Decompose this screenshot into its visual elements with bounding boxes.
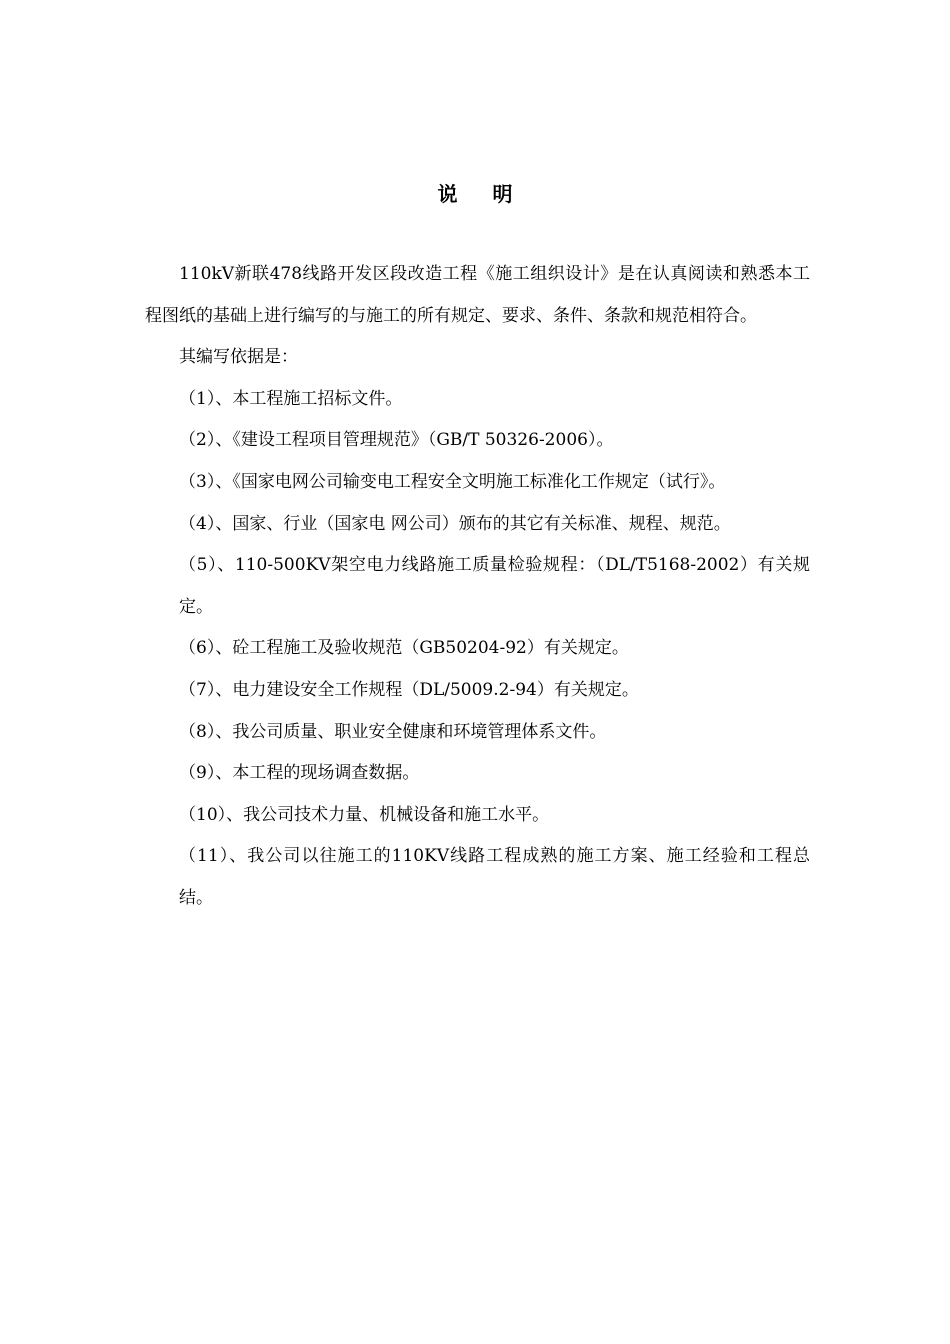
basis-item-3: （3）、《国家电网公司输变电工程安全文明施工标准化工作规定（试行》。 [179, 471, 726, 492]
basis-item-1: （1）、本工程施工招标文件。 [179, 388, 403, 409]
basis-heading: 其编写依据是： [179, 347, 298, 368]
basis-item-6: （6）、砼工程施工及验收规范（GB50204-92）有关规定。 [179, 638, 629, 659]
basis-item-2: （2）、《建设工程项目管理规范》（GB/T 50326-2006）。 [179, 430, 614, 451]
document-body [145, 254, 810, 920]
basis-item-8: （8）、我公司质量、职业安全健康和环境管理体系文件。 [179, 721, 607, 742]
basis-item-4: （4）、国家、行业（国家电 网公司）颁布的其它有关标准、规程、规范。 [179, 513, 731, 534]
basis-item-9: （9）、本工程的现场调查数据。 [179, 763, 420, 784]
page-title: 说 明 [437, 182, 527, 206]
basis-item-10: （10）、我公司技术力量、机械设备和施工水平。 [179, 804, 550, 825]
basis-item-5: （5）、110-500KV架空电力线路施工质量检验规程：（DL/T5168-2002）有关规定。 [179, 555, 810, 617]
basis-item-7: （7）、电力建设安全工作规程（DL/5009.2-94）有关规定。 [179, 679, 639, 700]
basis-item-11: （11）、我公司以往施工的110KV线路工程成熟的施工方案、施工经验和工程总结。 [179, 846, 810, 908]
intro-paragraph: 110kV新联478线路开发区段改造工程《施工组织设计》是在认真阅读和熟悉本工程图纸的基础上进行编写的与施工的所有规定、要求、条件、条款和规范相符合。 [145, 264, 810, 326]
